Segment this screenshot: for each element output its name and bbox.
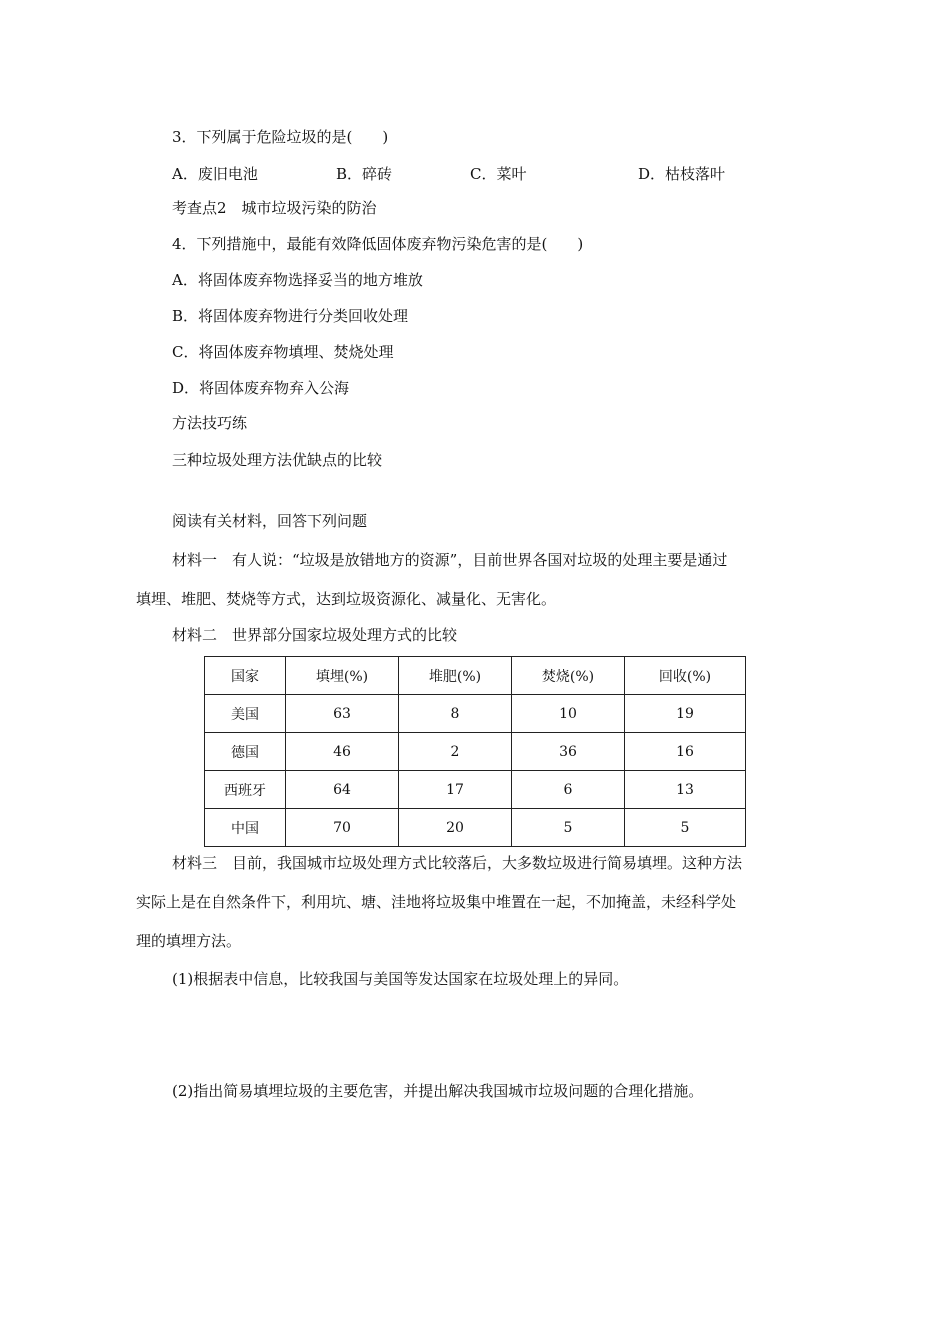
q4-option-b: B．将固体废弃物进行分类回收处理: [172, 307, 409, 325]
table-cell: 70: [286, 809, 399, 847]
disposal-table: [204, 656, 746, 847]
table-row: [205, 771, 746, 809]
table-cell: 13: [625, 771, 746, 809]
q3-option-a: A．废旧电池: [172, 165, 258, 183]
material3-line2: 实际上是在自然条件下，利用坑、塘、洼地将垃圾集中堆置在一起，不加掩盖，未经科学处: [136, 893, 737, 911]
material1-line1: 材料一 有人说：“垃圾是放错地方的资源”，目前世界各国对垃圾的处理主要是通过: [172, 551, 728, 569]
table-row: [205, 733, 746, 771]
table-header-cell: 填埋(%): [286, 657, 399, 695]
material3-line3: 理的填埋方法。: [136, 932, 242, 950]
method-subheading: 三种垃圾处理方法优缺点的比较: [172, 451, 383, 469]
table-cell: 西班牙: [205, 771, 286, 809]
table-cell: 2: [399, 733, 512, 771]
table-cell: 德国: [205, 733, 286, 771]
q4-option-a: A．将固体废弃物选择妥当的地方堆放: [172, 271, 423, 289]
q3-option-d: D．枯枝落叶: [638, 165, 726, 183]
table-cell: 36: [512, 733, 625, 771]
table-header-cell: 堆肥(%): [399, 657, 512, 695]
section2-heading: 考查点2 城市垃圾污染的防治: [172, 199, 377, 217]
q3-stem: 3．下列属于危险垃圾的是( ): [172, 128, 389, 146]
table-header-cell: 焚烧(%): [512, 657, 625, 695]
material3-line1: 材料三 目前，我国城市垃圾处理方式比较落后，大多数垃圾进行简易填埋。这种方法: [172, 854, 743, 872]
table-cell: 10: [512, 695, 625, 733]
material2-title: 材料二 世界部分国家垃圾处理方式的比较: [172, 626, 458, 644]
table-row: [205, 809, 746, 847]
table-header-row: [205, 657, 746, 695]
table-cell: 16: [625, 733, 746, 771]
table-cell: 63: [286, 695, 399, 733]
table-cell: 20: [399, 809, 512, 847]
table-cell: 17: [399, 771, 512, 809]
table-cell: 19: [625, 695, 746, 733]
table-cell: 8: [399, 695, 512, 733]
table-cell: 美国: [205, 695, 286, 733]
reading-intro: 阅读有关材料，回答下列问题: [172, 512, 368, 530]
table-cell: 5: [625, 809, 746, 847]
table-cell: 6: [512, 771, 625, 809]
table-row: [205, 695, 746, 733]
method-heading: 方法技巧练: [172, 414, 248, 432]
q4-option-c: C．将固体废弃物填埋、焚烧处理: [172, 343, 394, 361]
material1-line2: 填埋、堆肥、焚烧等方式，达到垃圾资源化、减量化、无害化。: [136, 590, 557, 608]
table-cell: 中国: [205, 809, 286, 847]
table-cell: 64: [286, 771, 399, 809]
sub-question-2: (2)指出简易填埋垃圾的主要危害，并提出解决我国城市垃圾问题的合理化措施。: [172, 1082, 704, 1100]
table-cell: 46: [286, 733, 399, 771]
q4-option-d: D．将固体废弃物弃入公海: [172, 379, 350, 397]
q3-option-c: C．菜叶: [470, 165, 527, 183]
table-cell: 5: [512, 809, 625, 847]
table-header-cell: 回收(%): [625, 657, 746, 695]
table-header-cell: 国家: [205, 657, 286, 695]
sub-question-1: (1)根据表中信息，比较我国与美国等发达国家在垃圾处理上的异同。: [172, 970, 629, 988]
q3-option-b: B．碎砖: [336, 165, 393, 183]
q4-stem: 4．下列措施中，最能有效降低固体废弃物污染危害的是( ): [172, 235, 584, 253]
